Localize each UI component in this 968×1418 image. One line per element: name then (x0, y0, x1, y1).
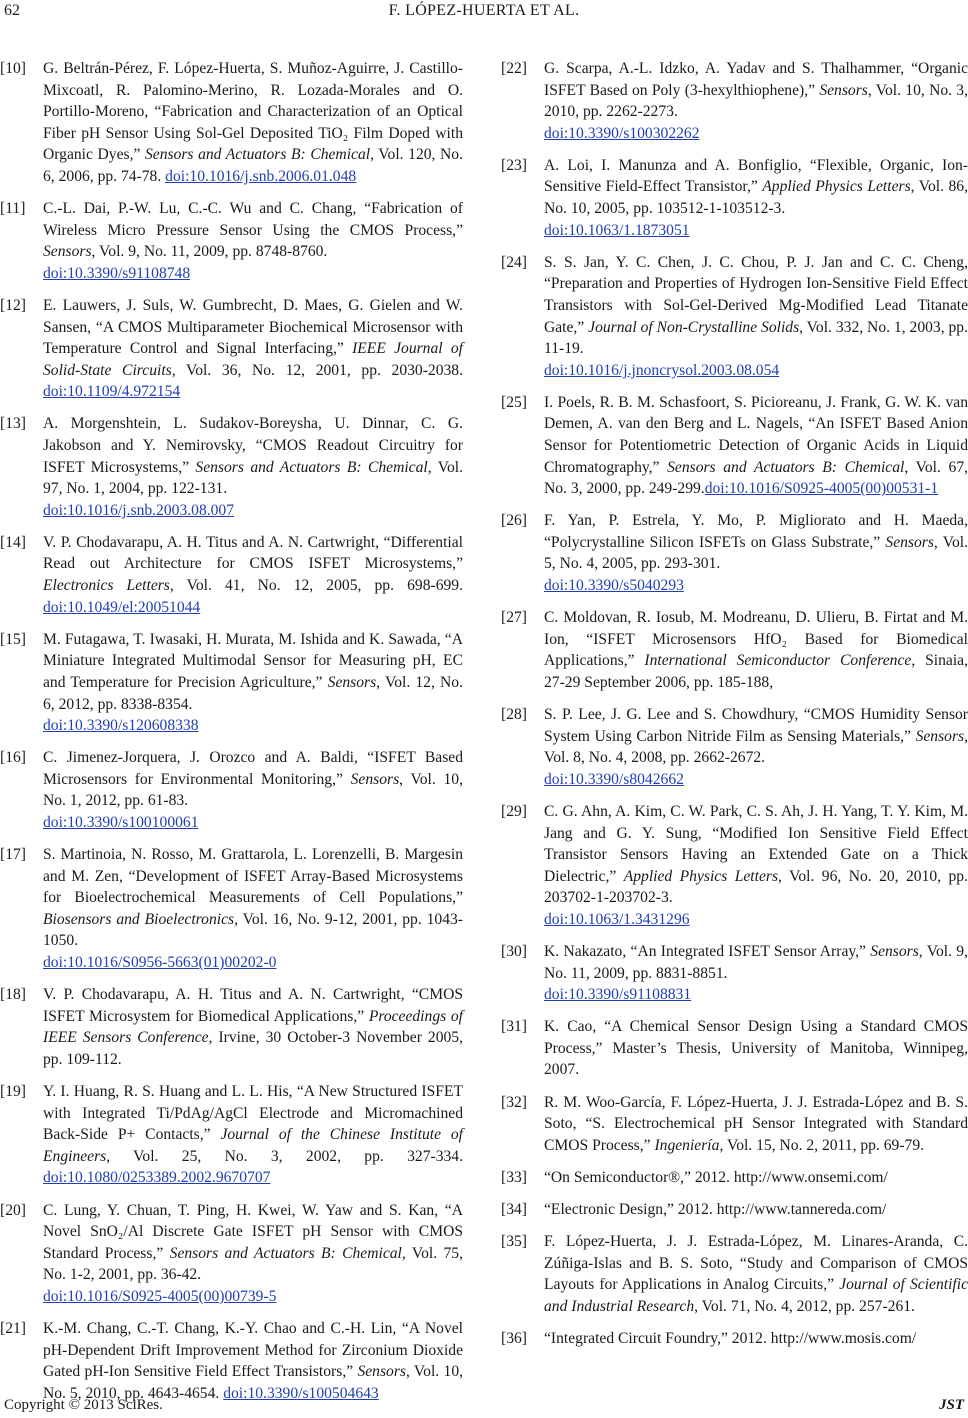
reference-segment: , Vol. 5, No. 4, 2005, pp. 293-301. (544, 533, 968, 573)
reference-entry (0, 58, 463, 188)
reference-segment: G. Scarpa, A.-L. Idzko, A. Yadav and S. Thalhammer, “Organic ISFET Based on Poly (3-hexylthiophene),” (544, 60, 968, 99)
reference-segment: A. Loi, I. Manunza and A. Bonfiglio, “Flexible, Organic, Ion-Sensitive Field-Effect Transistor,” (544, 156, 968, 196)
reference-text (544, 392, 968, 500)
reference-segment: , Vol. 10, No. 1, 2012, pp. 61-83. (43, 770, 463, 810)
reference-text (43, 1081, 463, 1189)
reference-number: [10] (0, 60, 26, 77)
copyright-notice: Copyright © 2013 SciRes. (4, 1397, 163, 1413)
reference-entry (0, 844, 463, 974)
page-number: 62 (4, 2, 20, 19)
reference-segment: K. Cao, “A Chemical Sensor Design Using a Standard CMOS Process,” Master’s Thesis, University of Manitoba, Winnipeg, 2007. (544, 1018, 968, 1079)
reference-source: Journal of Non-Crystalline Solids (588, 318, 800, 336)
reference-text (544, 1167, 968, 1189)
doi-link[interactable]: doi:10.3390/s100302262 (544, 124, 700, 142)
reference-entry (0, 532, 463, 618)
reference-segment: , Irvine, 30 October-3 November 2005, pp. 109-112. (43, 1029, 463, 1068)
references-right-column (501, 58, 968, 1360)
reference-segment: C. G. Ahn, A. Kim, C. W. Park, C. S. Ah, J. H. Yang, T. Y. Kim, M. Jang and G. Y. Sung, “Modified Ion Sensitive Field Effect Transistor Sensors Having an Extended Gate on a Thick Dielectric,” (544, 802, 968, 885)
reference-text (544, 1016, 968, 1081)
doi-link[interactable]: doi:10.3390/s91108748 (43, 264, 191, 282)
doi-link[interactable]: doi:10.1016/j.snb.2006.01.048 (165, 167, 357, 185)
reference-source: International Semiconductor Conference (644, 652, 912, 670)
reference-entry (0, 747, 463, 833)
reference-segment: C. Lung, Y. Chuan, T. Ping, H. Kwei, W. Yaw and S. Kan, “A Novel SnO₂/Al Discrete Gate ISFET pH Sensor with CMOS Standard Process,” (43, 1201, 463, 1262)
reference-segment: E. Lauwers, J. Suls, W. Gumbrecht, D. Maes, G. Gielen and W. Sansen, “A CMOS Multiparameter Biochemical Microsensor with Temperature Control and Signal Interfacing,” (43, 296, 463, 358)
doi-link[interactable]: doi:10.3390/s91108831 (544, 986, 692, 1004)
doi-link[interactable]: doi:10.3390/s5040293 (544, 577, 684, 595)
reference-entry (501, 607, 968, 693)
reference-entry (0, 1081, 463, 1189)
doi-link[interactable]: doi:10.1016/S0925-4005(00)00531-1 (704, 480, 939, 498)
reference-text (544, 704, 968, 790)
reference-segment: , Vol. 9, No. 11, 2009, pp. 8831-8851. (544, 942, 968, 982)
doi-link[interactable]: doi:10.1109/4.972154 (43, 383, 181, 401)
reference-number: [28] (501, 706, 527, 724)
reference-segment: , Vol. 120, No. 6, 2006, pp. 74-78. (43, 146, 463, 185)
reference-segment: , Vol. 97, No. 1, 2004, pp. 122-131. (43, 458, 464, 498)
reference-entry (0, 629, 463, 737)
reference-source: IEEE Journal of Solid-State Circuits (43, 340, 463, 379)
reference-entry (0, 198, 463, 284)
reference-number: [22] (501, 60, 527, 77)
reference-entry (501, 1016, 968, 1081)
reference-entry (0, 413, 463, 521)
reference-entry (501, 704, 968, 790)
reference-text (43, 844, 463, 974)
reference-segment: , Vol. 67, No. 3, 2000, pp. 249-299. (544, 458, 968, 498)
references-left-column (0, 58, 463, 1415)
reference-text (43, 984, 463, 1070)
reference-segment: , Vol. 15, No. 2, 2011, pp. 69-79. (719, 1136, 925, 1154)
reference-number: [35] (501, 1233, 527, 1250)
reference-segment: , Vol. 36, No. 12, 2001, pp. 2030-2038. (171, 361, 463, 379)
reference-source: Applied Physics Letters (762, 178, 911, 196)
reference-entry (0, 295, 463, 403)
reference-text (43, 747, 463, 833)
reference-segment: I. Poels, R. B. M. Schasfoort, S. Picioreanu, J. Frank, G. W. K. van Demen, A. van den Berg and L. Nagels, “An ISFET Based Anion Sensor for Potentiometric Detection of Organic Acids in Liquid Chromatography,” (544, 393, 968, 476)
reference-segment: , Vol. 10, No. 3, 2010, pp. 2262-2273. (544, 81, 968, 121)
doi-link[interactable]: doi:10.1016/j.snb.2003.08.007 (43, 501, 235, 519)
reference-entry (0, 984, 463, 1070)
reference-segment: , Vol. 332, No. 1, 2003, pp. 11-19. (544, 318, 968, 358)
reference-segment: , Vol. 10, No. 5, 2010, pp. 4643-4654. (43, 1363, 464, 1402)
reference-text (43, 1200, 463, 1308)
reference-segment: , Vol. 71, No. 4, 2012, pp. 257-261. (694, 1297, 915, 1315)
reference-text (43, 413, 463, 521)
reference-segment: F. López-Huerta, J. J. Estrada-López, M. Linares-Aranda, C. Zúñiga-Islas and B. S. Soto, “Study and Comparison of CMOS Layouts for Applications in Analog Circuits,” (544, 1233, 968, 1294)
reference-segment: V. P. Chodavarapu, A. H. Titus and A. N. Cartwright, “CMOS ISFET Microsystem for Biomedical Applications,” (43, 986, 463, 1025)
reference-source: Applied Physics Letters (623, 867, 779, 885)
doi-link[interactable]: doi:10.1016/S0925-4005(00)00739-5 (43, 1287, 277, 1305)
reference-segment: , Vol. 96, No. 20, 2010, pp. 203702-1-203702-3. (544, 867, 968, 907)
reference-segment: , Vol. 41, No. 12, 2005, pp. 698-699. (169, 577, 463, 595)
reference-number: [27] (501, 609, 527, 627)
reference-text (43, 629, 463, 737)
reference-entry (501, 58, 968, 144)
reference-segment: C. Moldovan, R. Iosub, M. Modreanu, D. Ulieru, B. Firtat and M. Ion, “ISFET Microsensors HfO₂ Based for Biomedical Applications,” (544, 609, 968, 670)
reference-text (544, 1231, 968, 1317)
doi-link[interactable]: doi:10.1063/1.3431296 (544, 910, 690, 928)
reference-segment: G. Beltrán-Pérez, F. López-Huerta, S. Muñoz-Aguirre, J. Castillo-Mixcoatl, R. Palomino-Merino, R. Lozada-Morales and O. Portillo-Moreno, “Fabrication and Characterization of an Optical Fiber pH Sensor Using Sol-Gel Deposited TiO₂ Film Doped with Organic Dyes,” (43, 60, 463, 164)
reference-number: [36] (501, 1329, 527, 1347)
reference-text (43, 1318, 463, 1404)
reference-entry (501, 941, 968, 1006)
reference-entry (501, 1231, 968, 1317)
reference-entry (501, 392, 968, 500)
reference-segment: “Integrated Circuit Foundry,” 2012. http://www.mosis.com/ (544, 1329, 917, 1347)
reference-number: [29] (501, 802, 527, 820)
reference-segment: S. Martinoia, N. Rosso, M. Grattarola, L. Lorenzelli, B. Margesin and M. Zen, “Development of ISFET Array-Based Microsystems for Bioelectrochemical Measurements of Cell Populations,” (43, 846, 463, 907)
reference-segment: S. S. Jan, Y. C. Chen, J. C. Chou, P. J. Jan and C. C. Cheng, “Preparation and Properties of Hydrogen Ion-Sensitive Field Effect Transistors with Sol-Gel-Derived Mg-Modified Lead Titanate Gate,” (544, 253, 968, 336)
reference-segment: K. Nakazato, “An Integrated ISFET Sensor Array,” (544, 942, 871, 960)
reference-text (43, 58, 463, 188)
reference-entry (501, 1092, 968, 1157)
reference-segment: , Vol. 75, No. 1-2, 2001, pp. 36-42. (43, 1244, 464, 1284)
reference-text (43, 295, 463, 403)
doi-link[interactable]: doi:10.3390/s100100061 (43, 814, 199, 831)
reference-source: Sensors (915, 727, 965, 745)
reference-number: [33] (501, 1168, 527, 1186)
reference-text (43, 532, 463, 618)
running-title: F. LÓPEZ-HUERTA ET AL. (388, 2, 580, 19)
reference-entry (0, 1200, 463, 1308)
reference-segment: , Sinaia, 27-29 September 2006, pp. 185-188, (544, 652, 968, 691)
reference-entry (501, 1328, 968, 1350)
reference-source: Sensors and Actuators B: Chemical (169, 1244, 402, 1262)
reference-text (544, 1092, 968, 1157)
reference-source: Ingeniería (654, 1136, 720, 1154)
reference-number: [11] (0, 200, 26, 218)
reference-source: Sensors (870, 942, 919, 960)
reference-segment: , Vol. 16, No. 9-12, 2001, pp. 1043-1050. (43, 910, 463, 950)
doi-link[interactable]: doi:10.1016/j.jnoncrysol.2003.08.054 (544, 361, 780, 379)
reference-entry (501, 510, 968, 596)
reference-segment: , Vol. 9, No. 11, 2009, pp. 8748-8760. (91, 243, 328, 261)
reference-number: [14] (0, 533, 26, 551)
reference-segment: C.-L. Dai, P.-W. Lu, C.-C. Wu and C. Chang, “Fabrication of Wireless Micro Pressure Sensor Using the CMOS Process,” (43, 200, 463, 239)
reference-text (43, 198, 463, 284)
reference-segment: A. Morgenshtein, L. Sudakov-Boreysha, U. Dinnar, C. G. Jakobson and Y. Nemirovsky, “CMOS Readout Circuitry for ISFET Microsystems,” (43, 415, 463, 476)
reference-text (544, 510, 968, 596)
reference-source: Journal of Scientific and Industrial Research (544, 1276, 968, 1315)
reference-number: [26] (501, 512, 527, 530)
reference-source: Sensors and Actuators B: Chemical (667, 458, 905, 476)
reference-number: [24] (501, 253, 527, 271)
reference-source: Proceedings of IEEE Sensors Conference (43, 1007, 463, 1047)
reference-segment: F. Yan, P. Estrela, Y. Mo, P. Migliorato and H. Maeda, “Polycrystalline Silicon ISFETs on Glass Substrate,” (544, 512, 968, 551)
reference-number: [32] (501, 1093, 527, 1111)
reference-entry (501, 1167, 968, 1189)
reference-text (544, 801, 968, 931)
reference-number: [23] (501, 156, 527, 174)
reference-number: [15] (0, 630, 26, 648)
reference-number: [30] (501, 942, 527, 960)
reference-entry (0, 1318, 463, 1404)
reference-segment: V. P. Chodavarapu, A. H. Titus and A. N. Cartwright, “Differential Read out Architecture for CMOS ISFET Microsystems,” (43, 533, 463, 573)
reference-segment: , Vol. 8, No. 4, 2008, pp. 2662-2672. (544, 727, 968, 767)
reference-segment: , Vol. 25, No. 3, 2002, pp. 327-334. (106, 1147, 463, 1165)
reference-segment: “On Semiconductor®,” 2012. http://www.onsemi.com/ (544, 1168, 888, 1186)
reference-entry (501, 155, 968, 241)
reference-text (544, 58, 968, 144)
reference-number: [34] (501, 1200, 527, 1218)
doi-link[interactable]: doi:10.1063/1.1873051 (544, 221, 690, 239)
reference-source: Sensors (819, 81, 868, 99)
reference-source: Sensors (43, 243, 92, 261)
reference-number: [18] (0, 986, 26, 1004)
reference-source: Sensors (885, 533, 934, 551)
reference-segment: K.-M. Chang, C.-T. Chang, K.-Y. Chao and C.-H. Lin, “A Novel pH-Dependent Drift Improvement Method for Zirconium Dioxide Gated pH-Ion Sensitive Field Effect Transistors,” (43, 1319, 463, 1381)
reference-text (544, 607, 968, 693)
reference-source: Sensors (327, 673, 377, 691)
reference-text (544, 252, 968, 382)
reference-segment: S. P. Lee, J. G. Lee and S. Chowdhury, “CMOS Humidity Sensor System Using Carbon Nitride Film as Sensing Materials,” (544, 706, 968, 745)
reference-segment: “Electronic Design,” 2012. http://www.tannereda.com/ (544, 1200, 887, 1218)
journal-abbrev: JST (938, 1397, 964, 1413)
doi-link[interactable]: doi:10.3390/s120608338 (43, 717, 199, 735)
reference-text (544, 1199, 968, 1221)
reference-segment: , Vol. 86, No. 10, 2005, pp. 103512-1-103512-3. (544, 178, 968, 218)
reference-segment: C. Jimenez-Jorquera, J. Orozco and A. Baldi, “ISFET Based Microsensors for Environmental Monitoring,” (43, 749, 463, 788)
reference-source: Biosensors and Bioelectronics (43, 910, 235, 928)
reference-text (544, 155, 968, 241)
reference-number: [17] (0, 846, 26, 864)
reference-source: Sensors and Actuators B: Chemical (195, 458, 428, 476)
doi-link[interactable]: doi:10.1016/S0956-5663(01)00202-0 (43, 954, 277, 972)
reference-text (544, 1328, 968, 1350)
reference-source: Electronics Letters (43, 577, 170, 595)
reference-number: [21] (0, 1319, 26, 1337)
reference-entry (501, 1199, 968, 1221)
reference-segment: M. Futagawa, T. Iwasaki, H. Murata, M. Ishida and K. Sawada, “A Miniature Integrated Multimodal Sensor for Measuring pH, EC and Temperature for Precision Agriculture,” (43, 630, 463, 691)
reference-entry (501, 252, 968, 382)
doi-link[interactable]: doi:10.1049/el:20051044 (43, 598, 201, 616)
reference-number: [13] (0, 415, 26, 433)
reference-segment: Y. I. Huang, R. S. Huang and L. L. His, “A New Structured ISFET with Integrated Ti/PdAg/AgCl Electrode and Micromachined Back-Side P+ Contacts,” (43, 1083, 463, 1144)
reference-segment: , Vol. 12, No. 6, 2012, pp. 8338-8354. (43, 673, 463, 713)
doi-link[interactable]: doi:10.3390/s8042662 (544, 770, 684, 788)
reference-number: [19] (0, 1083, 26, 1101)
reference-segment: R. M. Woo-García, F. López-Huerta, J. J. Estrada-López and B. S. Soto, “S. Electrochemical pH Sensor Integrated with Standard CMOS Process,” (544, 1093, 968, 1154)
reference-entry (501, 801, 968, 931)
reference-source: Sensors and Actuators B: Chemical (144, 146, 371, 164)
reference-source: Journal of the Chinese Institute of Engineers (43, 1126, 464, 1165)
reference-number: [31] (501, 1018, 527, 1036)
reference-source: Sensors (350, 770, 400, 788)
doi-link[interactable]: doi:10.3390/s100504643 (223, 1384, 379, 1402)
reference-number: [20] (0, 1201, 26, 1219)
reference-number: [25] (501, 393, 527, 411)
reference-number: [16] (0, 749, 26, 767)
reference-number: [12] (0, 296, 26, 314)
doi-link[interactable]: doi:10.1080/0253389.2002.9670707 (43, 1169, 271, 1187)
reference-source: Sensors (357, 1363, 406, 1381)
reference-text (544, 941, 968, 1006)
